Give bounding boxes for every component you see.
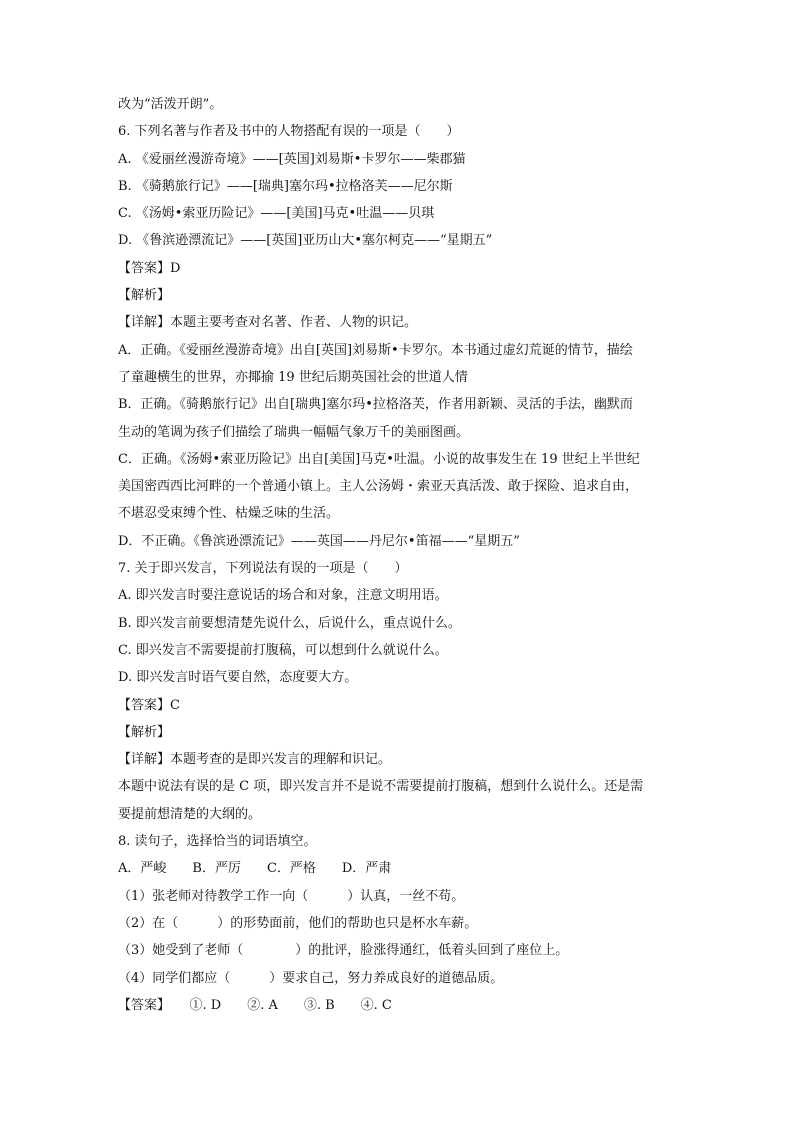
question-8-choices: A．严峻 B．严厉 C．严格 D．严肃: [118, 861, 392, 877]
question-7-answer: 【答案】C: [118, 697, 180, 713]
question-8-sentence-1: （1）张老师对待教学工作一向（ ）认真，一丝不苟。: [118, 888, 465, 904]
question-8-sentence-2: （2）在（ ）的形势面前，他们的帮助也只是杯水车薪。: [118, 915, 478, 931]
question-6-explanation-a-cont: 了童趣横生的世界，亦揶揄 19 世纪后期英国社会的世道人情: [118, 369, 468, 385]
question-7-explanation-body-cont: 要提前想清楚的大纲的。: [118, 806, 262, 822]
question-6-answer: 【答案】D: [118, 260, 181, 276]
question-6-explanation-c-cont: 美国密西西比河畔的一个普通小镇上。主人公汤姆・索亚天真活泼、敢于探险、追求自由，: [118, 479, 639, 495]
question-6-option-d: D. 《鲁滨逊漂流记》——[英国]亚历山大•塞尔柯克——“星期五”: [118, 233, 493, 249]
question-6-explanation-d: D．不正确。《鲁滨逊漂流记》——英国——丹尼尔•笛福——“星期五”: [118, 533, 520, 549]
question-6-explanation-b-cont: 生动的笔调为孩子们描绘了瑞典一幅幅气象万千的美丽图画。: [118, 424, 470, 440]
question-6-option-c: C. 《汤姆•索亚历险记》——[美国]马克•吐温——贝琪: [118, 206, 435, 222]
text-line: 改为“活泼开朗”。: [118, 97, 223, 112]
document-page: [118, 91, 683, 1019]
question-7-option-c: C. 即兴发言不需要提前打腹稿，可以想到什么就说什么。: [118, 642, 448, 658]
question-6-option-a: A. 《爱丽丝漫游奇境》——[英国]刘易斯•卡罗尔——柴郡猫: [118, 151, 466, 167]
question-6-analysis-heading: 【解析】: [118, 288, 171, 304]
question-6-explanation-b: B．正确。《骑鹅旅行记》出自[瑞典]塞尔玛•拉格洛芙，作者用新颖、灵活的手法，幽默而: [118, 397, 633, 413]
question-7-option-b: B. 即兴发言前要想清楚先说什么，后说什么，重点说什么。: [118, 615, 461, 631]
question-8-answer: 【答案】 ①. D ②. A ③. B ④. C: [118, 997, 392, 1013]
question-7-stem: 7. 关于即兴发言，下列说法有误的一项是（ ）: [118, 561, 408, 577]
question-6-stem: 6. 下列名著与作者及书中的人物搭配有误的一项是（ ）: [118, 124, 460, 140]
question-8-stem: 8. 读句子，选择恰当的词语填空。: [118, 834, 317, 850]
question-7-explanation: 【详解】本题考查的是即兴发言的理解和识记。: [118, 752, 392, 768]
question-8-sentence-3: （3）她受到了老师（ ）的批评，脸涨得通红，低着头回到了座位上。: [118, 943, 569, 959]
question-6-explanation-c-cont2: 不堪忍受束缚个性、枯燥乏味的生活。: [118, 506, 340, 522]
question-6-option-b: B. 《骑鹅旅行记》——[瑞典]塞尔玛•拉格洛芙——尼尔斯: [118, 178, 453, 194]
question-6-explanation-c: C．正确。《汤姆•索亚历险记》出自[美国]马克•吐温。小说的故事发生在 19 世纪上半世纪: [118, 451, 640, 467]
question-7-analysis-heading: 【解析】: [118, 724, 171, 740]
question-6-explanation-a: A．正确。《爱丽丝漫游奇境》出自[英国]刘易斯•卡罗尔。本书通过虚幻荒诞的情节，描绘: [118, 342, 633, 358]
question-6-explanation: 【详解】本题主要考查对名著、作者、人物的识记。: [118, 315, 418, 331]
question-7-option-d: D. 即兴发言时语气要自然，态度要大方。: [118, 670, 358, 686]
question-8-sentence-4: （4）同学们都应（ ）要求自己，努力养成良好的道德品质。: [118, 970, 504, 986]
question-7-explanation-body: 本题中说法有误的是 C 项，即兴发言并不是说不需要提前打腹稿，想到什么说什么。还是需: [118, 779, 644, 795]
question-7-option-a: A. 即兴发言时要注意说话的场合和对象，注意文明用语。: [118, 588, 448, 604]
